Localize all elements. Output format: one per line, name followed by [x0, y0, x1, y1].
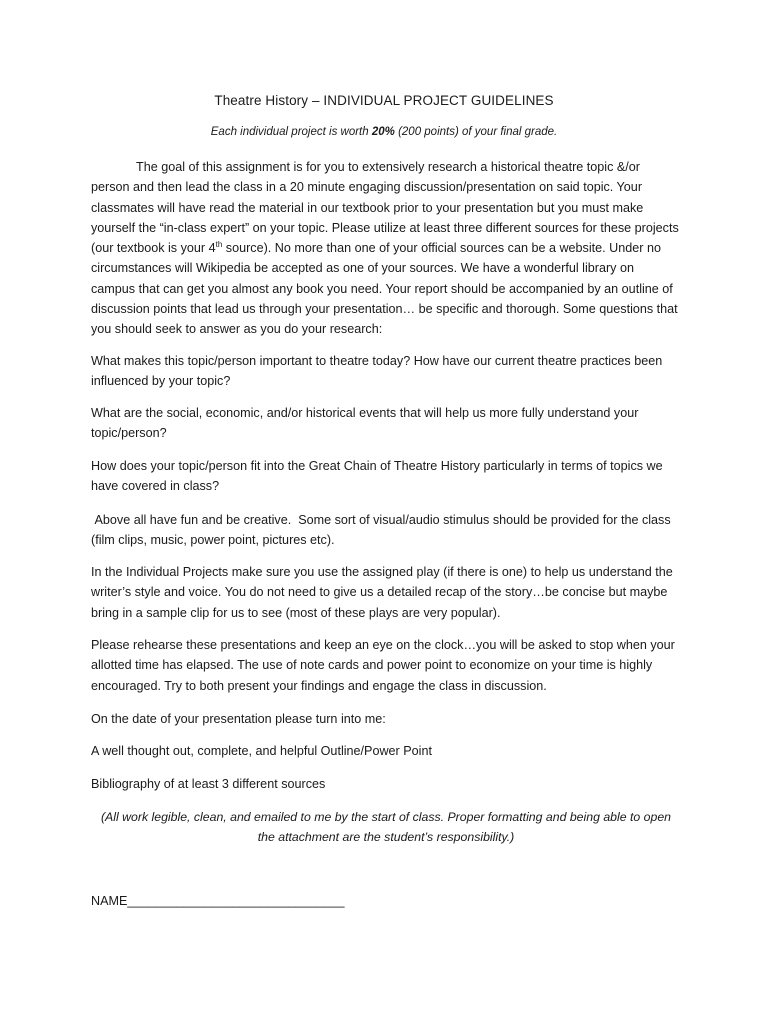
question-paragraph-1: What makes this topic/person important to theatre today? How have our current theatre practices been influenced by your topic? [91, 354, 663, 389]
subtitle-text-before: Each individual project is worth [210, 126, 372, 138]
ordinal-superscript: th [215, 240, 223, 249]
goal-text-part-2: source). No more than one of your official sources can be a website. Under no circumstances will Wikipedia be accepted as one of your sources. We have a wonderful library on campus that can get you almost any book you need. Your report should be accompanied by an outline of discussion points that lead us through your presentation… be specific and thorough. Some questions that you should seek to answer as you do your research: [91, 241, 678, 337]
subtitle-text-after: (200 points) of your final grade. [394, 126, 558, 138]
creativity-paragraph: Above all have fun and be creative. Some sort of visual/audio stimulus should be provided for the class (film clips, music, power point, pictures etc). [91, 513, 675, 548]
question-paragraph-2: What are the social, economic, and/or historical events that will help us more fully understand your topic/person? [91, 406, 639, 441]
rehearsal-paragraph: Please rehearse these presentations and keep an eye on the clock…you will be asked to stop when your allotted time has elapsed. The use of note cards and power point to economize on your time is highly encouraged. Try to both present your findings and engage the class in discussion. [91, 638, 675, 693]
bibliography-requirement: Bibliography of at least 3 different sources [91, 777, 326, 791]
page-title: Theatre History – INDIVIDUAL PROJECT GUIDELINES [214, 93, 554, 108]
formatting-note: (All work legible, clean, and emailed to me by the start of class. Proper formatting and being able to open the attachment are the student’s responsibility.) [100, 810, 672, 845]
question-paragraph-3: How does your topic/person fit into the Great Chain of Theatre History particularly in terms of topics we have covered in class? [91, 459, 663, 494]
outline-requirement: A well thought out, complete, and helpful Outline/Power Point [91, 744, 432, 758]
assigned-play-paragraph: In the Individual Projects make sure you use the assigned play (if there is one) to help us understand the writer’s style and voice. You do not need to give us a detailed recap of the story…be concise but maybe bring in a sample clip for us to see (most of these plays are very popular). [91, 565, 673, 620]
subtitle-percent: 20% [371, 126, 395, 138]
submission-instructions: On the date of your presentation please turn into me: [91, 712, 386, 726]
grade-weight-subtitle [0, 126, 768, 138]
goal-paragraph [91, 157, 681, 340]
name-field-line: NAME_______________________________ [91, 894, 345, 908]
goal-text-part-1: The goal of this assignment is for you to extensively research a historical theatre topic &/or person and then lead the class in a 20 minute engaging discussion/presentation on said topic. Your classmates will have read the material in our textbook prior to your presentation but you must make yourself the “in-class expert” on your topic. Please utilize at least three different sources for these projects (our textbook is your 4 [91, 160, 679, 256]
